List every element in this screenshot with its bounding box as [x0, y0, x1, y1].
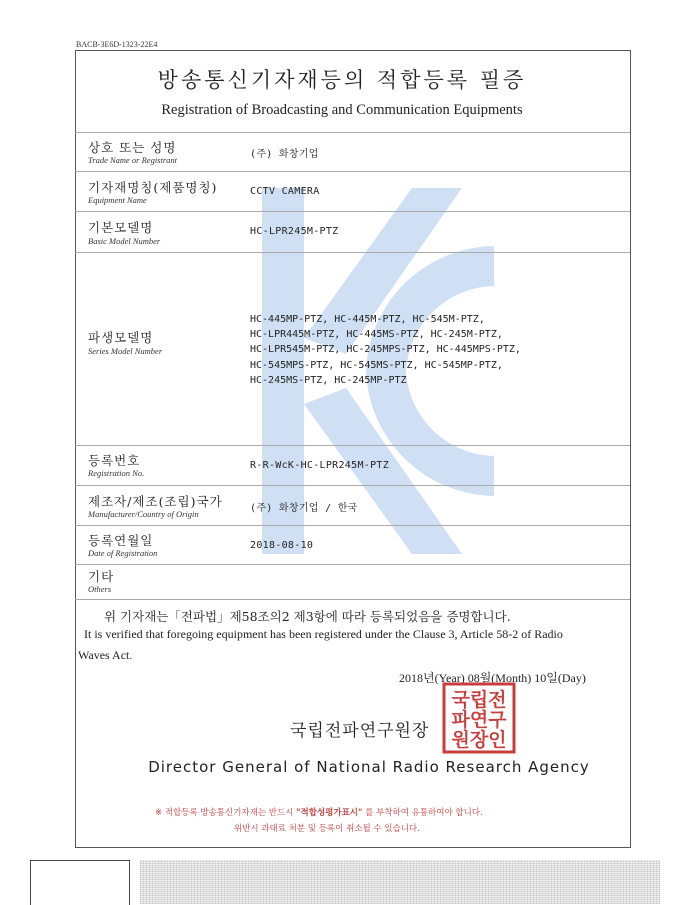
value-date-reg: 2018-08-10 — [250, 540, 314, 551]
notice-bold: "적합성평가표시" — [296, 808, 363, 818]
bottom-stamp-box — [30, 860, 130, 905]
official-seal — [442, 682, 516, 754]
label-date-reg-ko: 등록연월일 — [88, 533, 154, 548]
seal-line: 파연구 — [451, 709, 507, 731]
statement-korean: 위 기자재는「전파법」제58조의2 제3항에 따라 등록되었음을 증명합니다. — [104, 609, 511, 624]
series-model-line: HC-245MS-PTZ, HC-245MP-PTZ — [250, 374, 407, 386]
seal-line: 국립전 — [451, 689, 507, 711]
label-registration-no-ko: 등록번호 — [88, 453, 141, 468]
value-equipment: CCTV CAMERA — [250, 186, 320, 197]
divider — [75, 525, 630, 526]
divider — [75, 132, 630, 133]
label-manufacturer-en: Manufacturer/Country of Origin — [88, 509, 199, 519]
director-title-korean: 국립전파연구원장 — [290, 721, 430, 741]
label-basic-model-ko: 기본모델명 — [88, 220, 154, 235]
divider — [75, 171, 630, 172]
divider — [75, 599, 630, 600]
notice-line-2: 위반시 과태료 처분 및 등록이 취소될 수 있습니다. — [234, 824, 420, 834]
series-model-line: HC-LPR445M-PTZ, HC-445MS-PTZ, HC-245M-PTZ, — [250, 329, 503, 341]
series-model-list — [250, 312, 521, 388]
label-registration-no-en: Registration No. — [88, 468, 145, 478]
series-model-line: HC-545MPS-PTZ, HC-545MS-PTZ, HC-545MP-PTZ, — [250, 359, 503, 371]
label-others-en: Others — [88, 584, 112, 594]
title-english: Registration of Broadcasting and Communication Equipments — [161, 102, 523, 118]
label-series-model-ko: 파생모델명 — [88, 330, 154, 345]
statement-english-line-2: Waves Act. — [78, 648, 133, 662]
notice-suffix: 를 부착하여 유통하여야 합니다. — [365, 808, 483, 818]
label-trade-name-ko: 상호 또는 성명 — [88, 140, 177, 155]
security-pattern-strip — [140, 860, 660, 904]
document-code: BACB-3E6D-1323-22E4 — [76, 40, 158, 49]
value-registration-no: R-R-WcK-HC-LPR245M-PTZ — [250, 460, 390, 471]
series-model-line: HC-445MP-PTZ, HC-445M-PTZ, HC-545M-PTZ, — [250, 314, 485, 325]
value-basic-model: HC-LPR245M-PTZ — [250, 226, 339, 237]
divider — [75, 211, 630, 212]
notice-line-1 — [155, 806, 483, 818]
divider — [75, 445, 630, 446]
label-equipment-en: Equipment Name — [88, 195, 147, 205]
series-model-line: HC-LPR545M-PTZ, HC-245MPS-PTZ, HC-445MPS-PTZ, — [250, 344, 521, 356]
label-series-model-en: Series Model Number — [88, 346, 163, 356]
value-trade-name: (주) 화창기업 — [250, 149, 319, 160]
divider — [75, 564, 630, 565]
value-manufacturer: (주) 화창기업 / 한국 — [250, 503, 358, 514]
label-basic-model-en: Basic Model Number — [88, 236, 161, 246]
statement-english-line-1: It is verified that foregoing equipment has been registered under the Clause 3, Article 58-2 of Radio — [84, 627, 563, 641]
title-korean: 방송통신기자재등의 적합등록 필증 — [157, 68, 527, 92]
director-title-english: Director General of National Radio Research Agency — [148, 758, 590, 776]
issue-date: 2018년(Year) 08월(Month) 10일(Day) — [399, 671, 586, 685]
label-date-reg-en: Date of Registration — [88, 548, 158, 558]
label-manufacturer-ko: 제조자/제조(조립)국가 — [88, 494, 223, 509]
label-trade-name-en: Trade Name or Registrant — [88, 155, 178, 165]
label-others-ko: 기타 — [88, 569, 115, 584]
seal-line: 원장인 — [451, 729, 507, 751]
label-equipment-ko: 기자재명칭(제품명칭) — [88, 180, 218, 195]
divider — [75, 252, 630, 253]
divider — [75, 485, 630, 486]
notice-prefix: ※ 적합등록 방송통신기자재는 반드시 — [155, 808, 294, 818]
